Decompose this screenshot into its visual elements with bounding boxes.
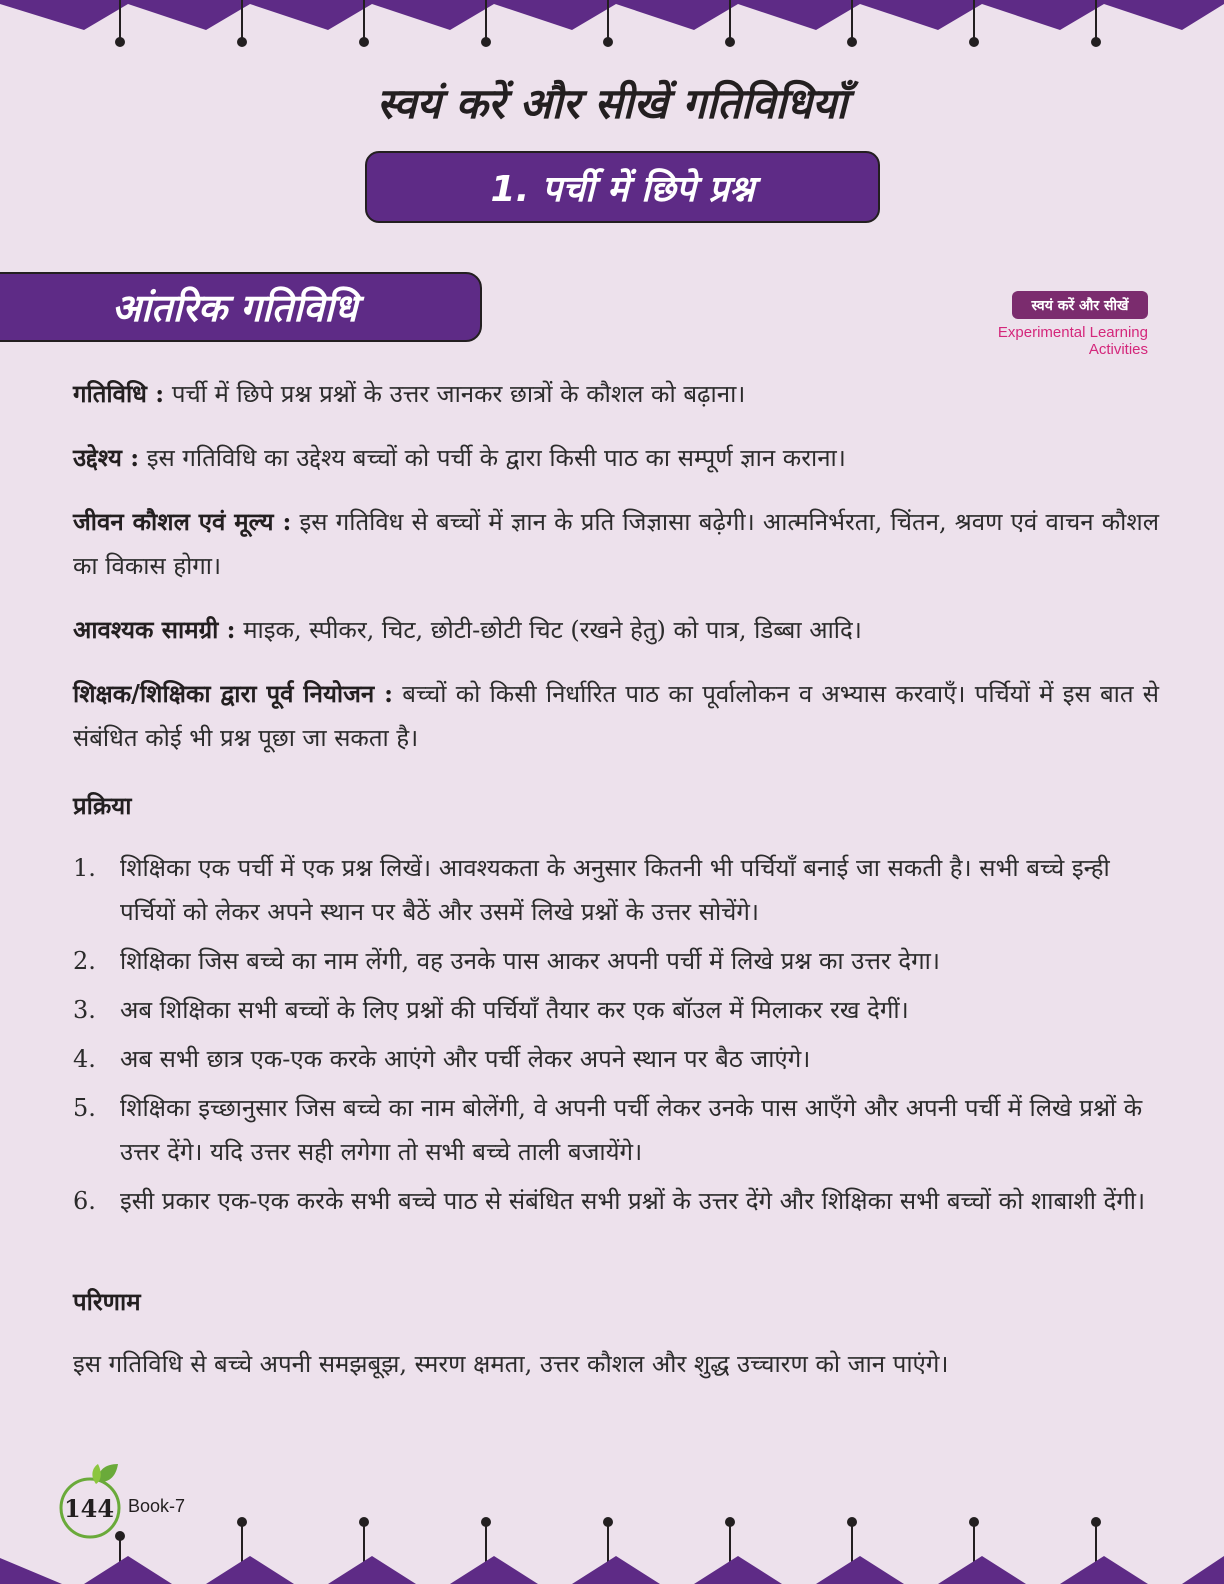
- paragraph-text: पर्ची में छिपे प्रश्न प्रश्नों के उत्तर जानकर छात्रों के कौशल को बढ़ाना।: [171, 380, 746, 408]
- step-text: शिक्षिका जिस बच्चे का नाम लेंगी, वह उनके पास आकर अपनी पर्ची में लिखे प्रश्न का उत्तर देगा।: [120, 947, 940, 975]
- step-number: 4.: [73, 1045, 96, 1073]
- step-text: अब सभी छात्र एक-एक करके आएंगे और पर्ची लेकर अपने स्थान पर बैठ जाएंगे।: [120, 1045, 811, 1073]
- step-number: 5.: [73, 1094, 96, 1122]
- step-text: इसी प्रकार एक-एक करके सभी बच्चे पाठ से संबंधित सभी प्रश्नों के उत्तर देंगे और शिक्षिका सभी बच्चों को शाबाशी देंगी।: [120, 1187, 1146, 1215]
- paragraph-planning: [73, 672, 1159, 760]
- step-text: शिक्षिका इच्छानुसार जिस बच्चे का नाम बोलेंगी, वे अपनी पर्ची लेकर उनके पास आएँगे और अपनी पर्ची में लिखे प्रश्नों के उत्तर देंगे। यदि उत्तर सही लगेगा तो सभी बच्चे ताली बजायेंगे।: [120, 1094, 1143, 1166]
- paragraph-text: बच्चों को किसी निर्धारित पाठ का पूर्वालोकन व अभ्यास करवाएँ। पर्चियों में इस बात से संबंधित कोई भी प्रश्न पूछा जा सकता है।: [73, 680, 1160, 752]
- paragraph-text: इस गतिविधि का उद्देश्य बच्चों को पर्ची के द्वारा किसी पाठ का सम्पूर्ण ज्ञान कराना।: [146, 444, 846, 472]
- book-label: Book-7: [128, 1496, 186, 1516]
- list-item: [73, 1037, 1159, 1081]
- result-heading: परिणाम: [73, 1287, 141, 1316]
- list-item: [73, 1086, 1159, 1174]
- content-body: [73, 372, 1159, 1406]
- list-item: [73, 846, 1159, 934]
- bottom-zigzag-border: [0, 1500, 1224, 1584]
- paragraph-text: इस गतिविध से बच्चों में ज्ञान के प्रति जिज्ञासा बढ़ेगी। आत्मनिर्भरता, चिंतन, श्रवण एवं वाचन कौशल का विकास होगा।: [73, 508, 1159, 580]
- step-number: 6.: [73, 1187, 96, 1215]
- list-item: [73, 939, 1159, 983]
- step-number: 2.: [73, 947, 96, 975]
- paragraph-life-skills: [73, 500, 1159, 588]
- step-number: 1.: [73, 854, 96, 882]
- section-banner: आंतरिक गतिविधि: [0, 272, 482, 342]
- paragraph-label: शिक्षक/शिक्षिका द्वारा पूर्व नियोजन :: [73, 679, 394, 708]
- process-steps-list: [73, 846, 1159, 1223]
- activity-badge: स्वयं करें और सीखें: [1012, 291, 1148, 319]
- paragraph-activity: [73, 372, 1159, 416]
- paragraph-text: माइक, स्पीकर, चिट, छोटी-छोटी चिट (रखने हेतु) को पात्र, डिब्बा आदि।: [243, 616, 862, 644]
- step-text: शिक्षिका एक पर्ची में एक प्रश्न लिखें। आवश्यकता के अनुसार कितनी भी पर्चियाँ बनाई जा सकती है। सभी बच्चे इन्ही पर्चियों को लेकर अपने स्थान पर बैठें और उसमें लिखे प्रश्नों के उत्तर सोचेंगे।: [120, 854, 1110, 926]
- activity-title: 1. पर्ची में छिपे प्रश्न: [365, 151, 880, 223]
- paragraph-label: उद्देश्य :: [73, 443, 140, 472]
- paragraph-label: जीवन कौशल एवं मूल्य :: [73, 507, 292, 536]
- paragraph-label: आवश्यक सामग्री :: [73, 615, 236, 644]
- step-text: अब शिक्षिका सभी बच्चों के लिए प्रश्नों की पर्चियाँ तैयार कर एक बॉउल में मिलाकर रख देगीं।: [120, 996, 909, 1024]
- list-item: [73, 1179, 1159, 1223]
- badge-caption: Experimental Learning Activities: [997, 324, 1148, 358]
- page-number: 144: [63, 1494, 115, 1523]
- paragraph-materials: [73, 608, 1159, 652]
- top-zigzag-border: [0, 0, 1224, 50]
- list-item: [73, 988, 1159, 1032]
- paragraph-objective: [73, 436, 1159, 480]
- result-text: इस गतिविधि से बच्चे अपनी समझबूझ, स्मरण क्षमता, उत्तर कौशल और शुद्ध उच्चारण को जान पाएंगे।: [73, 1350, 949, 1378]
- paragraph-label: गतिविधि :: [73, 379, 165, 408]
- process-heading: प्रक्रिया: [73, 791, 132, 820]
- step-number: 3.: [73, 996, 96, 1024]
- page-title: स्वयं करें और सीखें गतिविधियाँ: [376, 79, 848, 128]
